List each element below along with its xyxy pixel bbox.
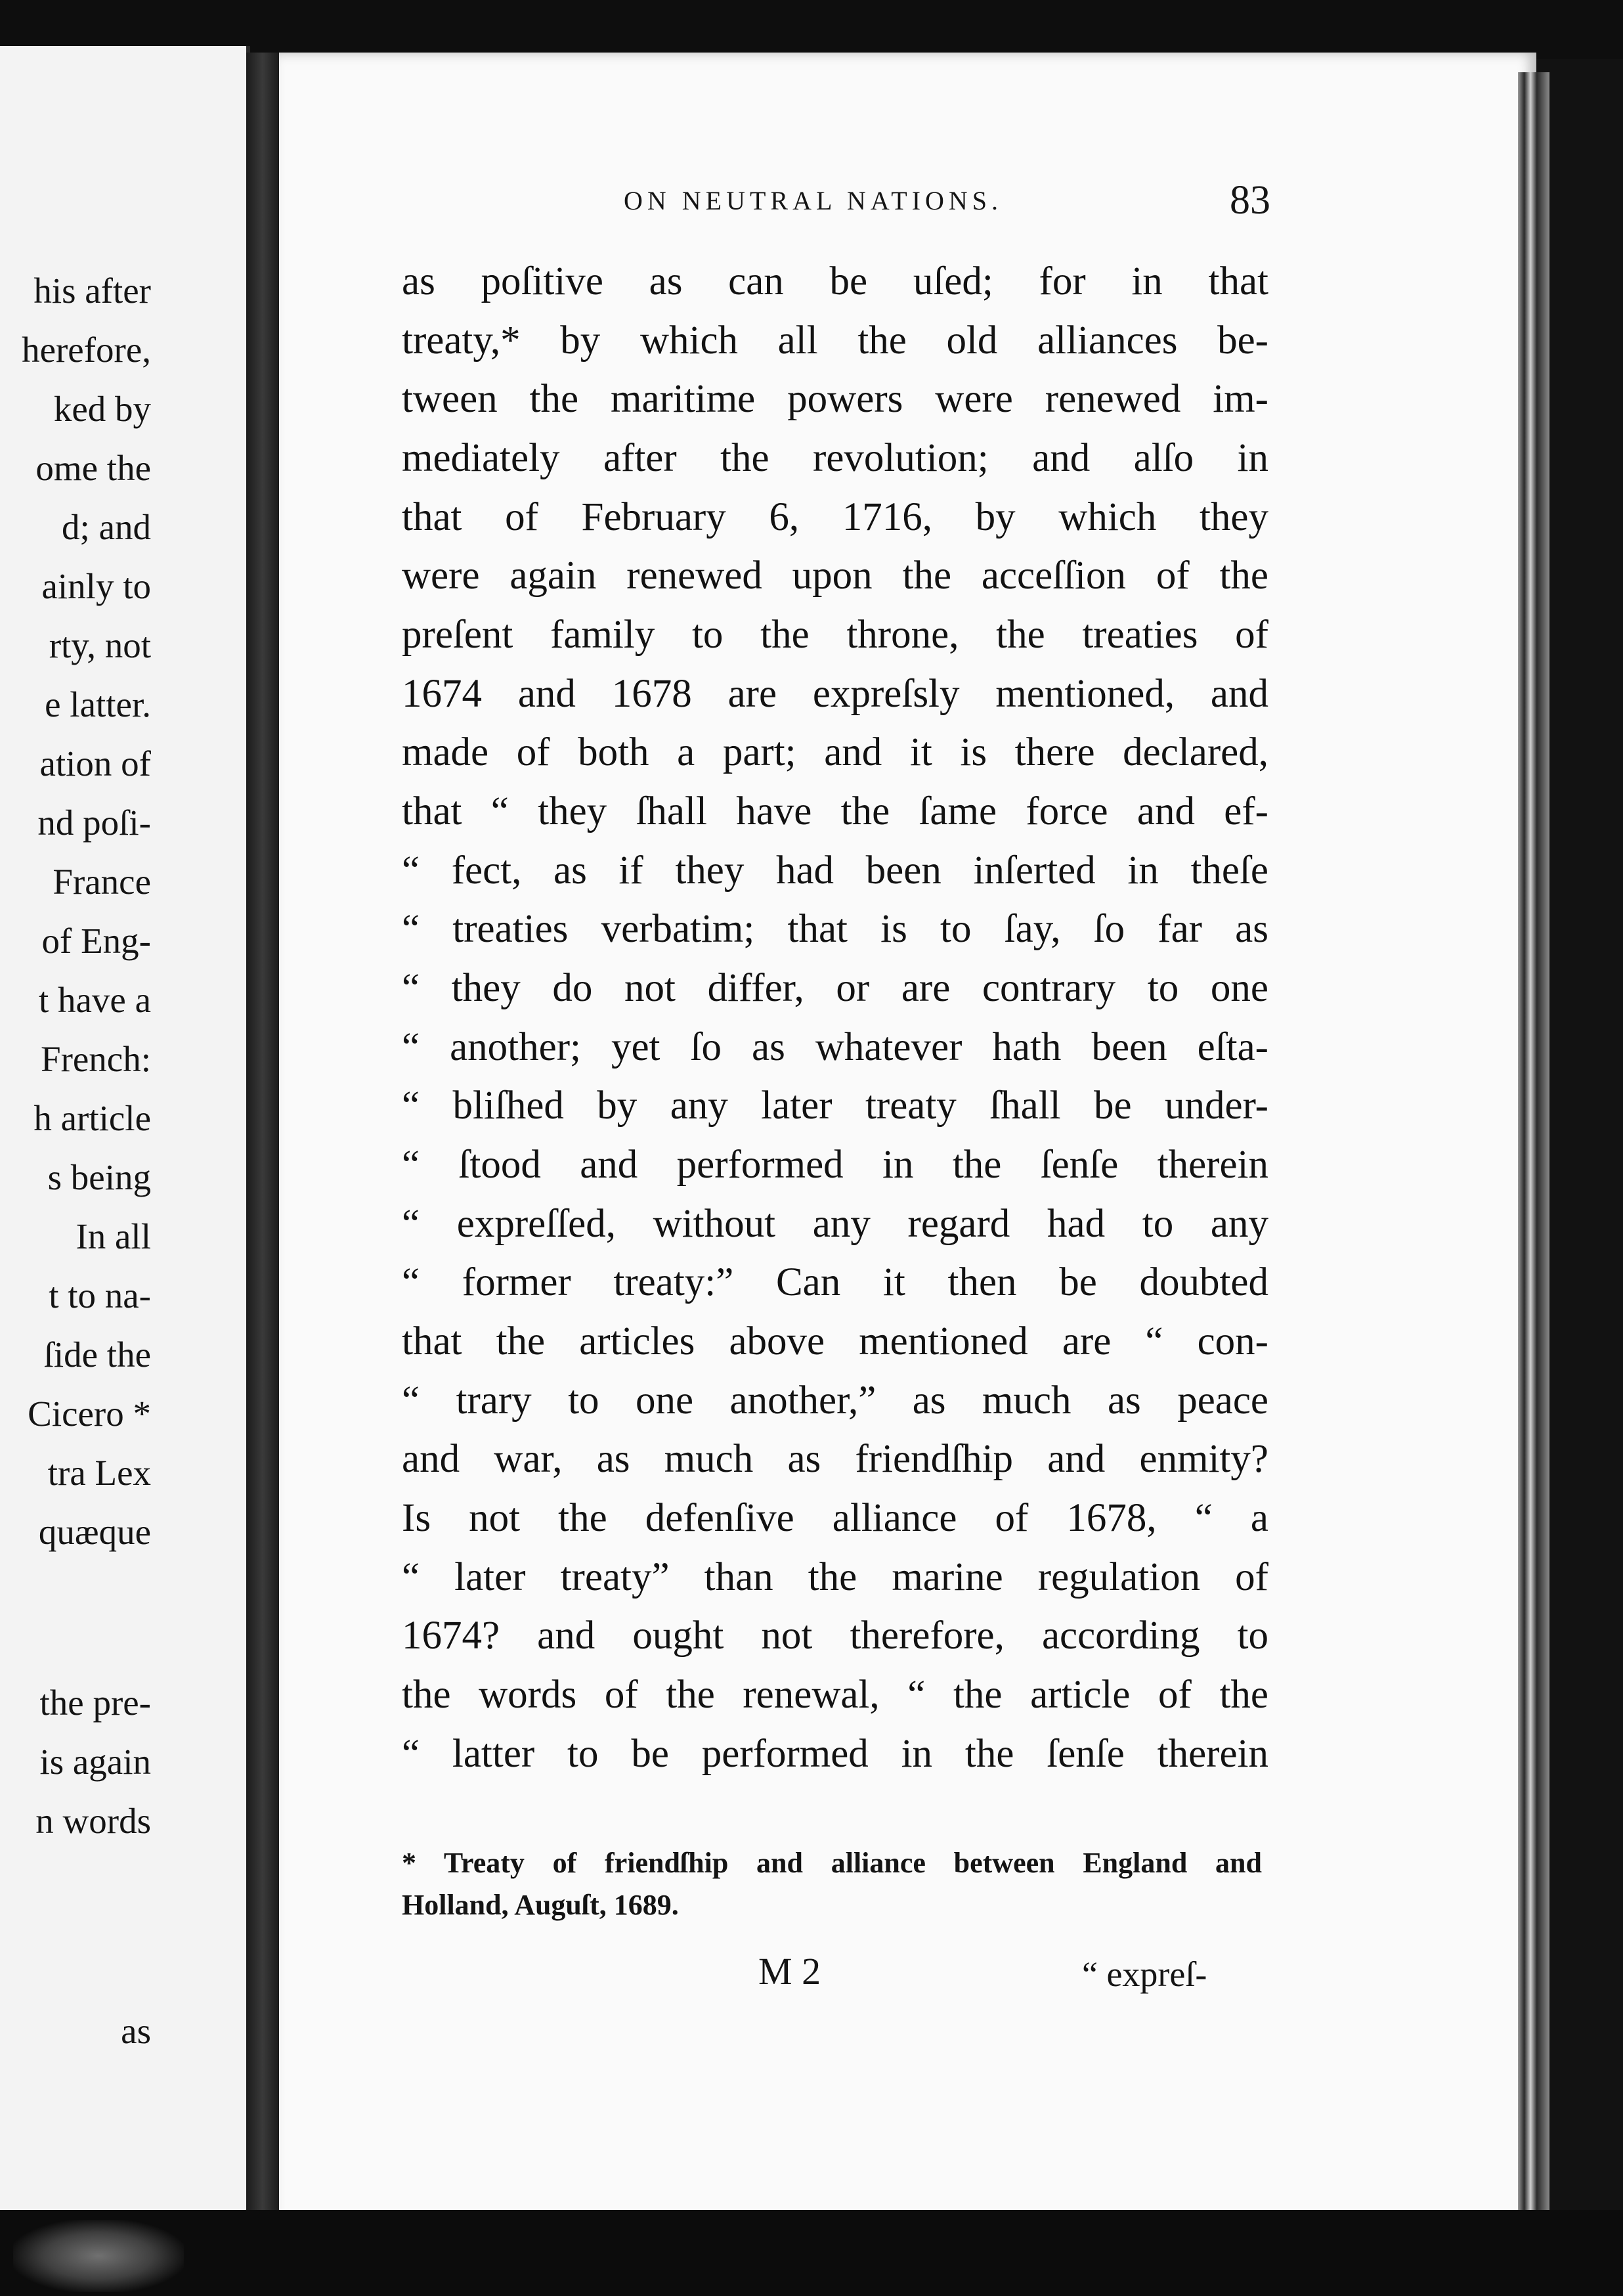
left-page-line: herefore, [22, 330, 151, 370]
body-line: “ later treaty” than the marine regulation of [402, 1555, 1268, 1599]
left-page-line: rty, not [49, 625, 151, 665]
left-page-line: is again [39, 1742, 151, 1782]
left-page-line: e latter. [45, 684, 151, 724]
left-page-line: quæque [38, 1512, 151, 1552]
left-page-line: tra Lex [47, 1453, 151, 1493]
body-line: mediately after the revolution; and alſo in [402, 436, 1268, 480]
footnote-line: * Treaty of friendſhip and alliance between England and [402, 1847, 1262, 1879]
body-line: made of both a part; and it is there declared, [402, 730, 1268, 774]
left-page [0, 46, 250, 2210]
left-page-line: h article [33, 1098, 151, 1138]
body-line: and war, as much as friendſhip and enmity? [402, 1437, 1268, 1481]
left-page-line: d; and [62, 507, 151, 547]
body-line: Is not the defenſive alliance of 1678, “ a [402, 1496, 1268, 1540]
left-page-line: t to na- [49, 1275, 151, 1315]
scan-smudge [13, 2220, 184, 2292]
left-page-line: Cicero * [28, 1394, 151, 1434]
body-line: “ bliſhed by any later treaty ſhall be under- [402, 1084, 1268, 1128]
signature-mark: M 2 [758, 1950, 821, 1993]
catchword: “ expreſ- [1082, 1954, 1207, 1994]
body-line: “ treaties verbatim; that is to ſay, ſo far as [402, 907, 1268, 951]
body-line: the words of the renewal, “ the article of the [402, 1673, 1268, 1717]
body-line: “ fect, as if they had been inſerted in theſe [402, 849, 1268, 893]
body-line: were again renewed upon the acceſſion of the [402, 554, 1268, 598]
left-page-line: nd poſi- [37, 803, 151, 843]
left-page-line: as [121, 2011, 151, 2051]
left-page-line: France [53, 862, 151, 902]
body-line: that of February 6, 1716, by which they [402, 495, 1268, 539]
body-line: treaty,* by which all the old alliances be- [402, 319, 1268, 363]
left-page-line: his after [33, 271, 151, 311]
left-page-line: ked by [53, 389, 151, 429]
left-page-line: of Eng- [41, 921, 151, 961]
body-line: as poſitive as can be uſed; for in that [402, 259, 1268, 303]
body-line: “ ſtood and performed in the ſenſe therein [402, 1143, 1268, 1187]
body-line: “ another; yet ſo as whatever hath been eſta- [402, 1025, 1268, 1069]
body-line: “ they do not differ, or are contrary to one [402, 966, 1268, 1010]
scan-background-bottom [0, 2210, 1623, 2296]
body-line: preſent family to the throne, the treaties of [402, 613, 1268, 657]
left-page-line: n words [35, 1801, 151, 1841]
body-line: that the articles above mentioned are “ con- [402, 1319, 1268, 1363]
left-page-line: French: [40, 1039, 151, 1079]
body-line: that “ they ſhall have the ſame force and ef- [402, 789, 1268, 833]
footnote-line: Holland, Auguſt, 1689. [402, 1889, 679, 1921]
left-page-line: s being [47, 1157, 151, 1197]
left-page-line: t have a [38, 980, 151, 1020]
body-line: “ former treaty:” Can it then be doubted [402, 1260, 1268, 1304]
page-number: 83 [1230, 178, 1270, 223]
left-page-line: ome the [35, 448, 151, 488]
left-page-line: ation of [39, 743, 151, 784]
left-page-line: ainly to [41, 566, 151, 606]
page-edge [1518, 72, 1549, 2217]
body-line: tween the maritime powers were renewed im- [402, 377, 1268, 421]
left-page-line: In all [76, 1216, 151, 1256]
body-line: 1674? and ought not therefore, according to [402, 1614, 1268, 1658]
left-page-line: ſide the [43, 1335, 151, 1375]
body-line: 1674 and 1678 are expreſsly mentioned, and [402, 672, 1268, 716]
body-line: “ expreſſed, without any regard had to any [402, 1202, 1268, 1246]
body-line: “ trary to one another,” as much as peace [402, 1379, 1268, 1423]
running-head: ON NEUTRAL NATIONS. [624, 186, 1003, 215]
left-page-line: the pre- [39, 1683, 151, 1723]
body-line: “ latter to be performed in the ſenſe therein [402, 1732, 1268, 1776]
book-gutter [246, 53, 279, 2220]
